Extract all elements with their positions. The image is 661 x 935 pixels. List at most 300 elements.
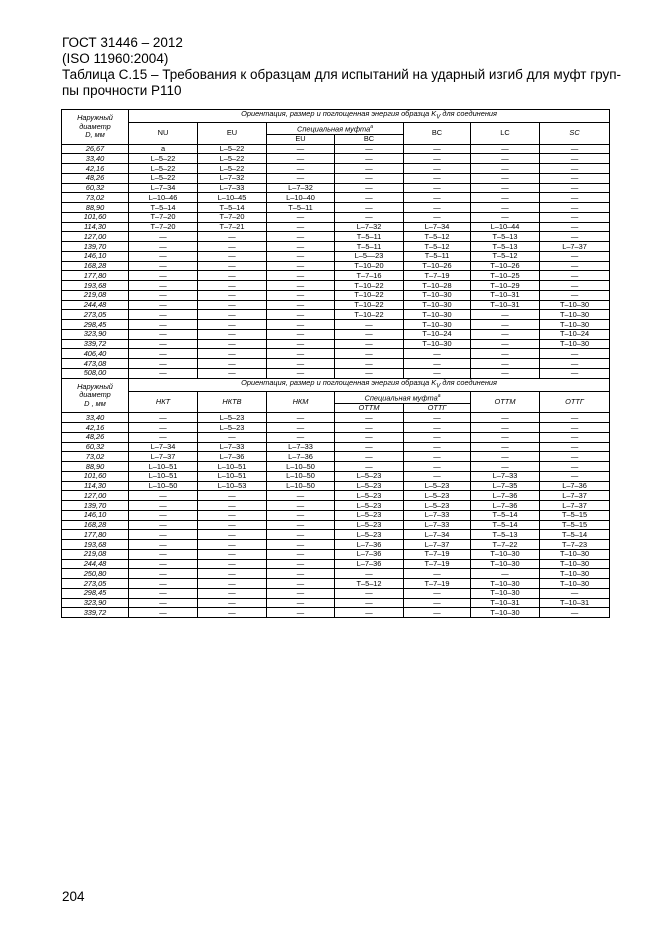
table-cell: — [267,608,335,618]
col-header: SC [540,122,610,144]
table-row [62,588,610,598]
table-row [62,349,610,359]
table-cell: — [335,320,404,330]
table-cell: — [198,349,267,359]
table-cell: T–10–30 [540,579,610,589]
table-cell: L–7–37 [540,501,610,511]
table-cell: — [335,359,404,369]
table-cell: T–10–30 [471,579,540,589]
table-cell: — [267,242,335,252]
table-cell: L–5–23 [198,413,267,423]
table-cell: — [198,261,267,271]
table-row [62,579,610,589]
table-cell: T–10–30 [471,559,540,569]
table-cell: L–7–36 [335,559,404,569]
diameter-cell: 101,60 [62,212,129,222]
diameter-cell: 168,28 [62,261,129,271]
table-cell: — [404,203,471,213]
table-row [62,203,610,213]
table-cell: — [267,329,335,339]
table-cell: — [335,432,404,442]
table-row [62,154,610,164]
table-row [62,510,610,520]
table-caption-line-2: пы прочности Р110 [62,83,182,98]
table-cell: T–5–15 [540,520,610,530]
table-cell: — [540,144,610,154]
table-cell: — [129,329,198,339]
table-cell: — [129,423,198,433]
table-cell: L–7–35 [471,481,540,491]
table-row [62,481,610,491]
table-cell: — [267,423,335,433]
table-row [62,320,610,330]
table-cell: — [198,549,267,559]
table-cell: T–10–30 [404,300,471,310]
special-coupling-header [267,122,404,134]
table-cell: — [540,271,610,281]
table-cell: L–10–53 [198,481,267,491]
table-cell: — [267,232,335,242]
table-cell: — [471,339,540,349]
table-cell: T–7–20 [129,222,198,232]
table-cell: — [540,203,610,213]
table-cell: L–5–23 [335,481,404,491]
table-row [62,530,610,540]
table-cell: L–5–23 [335,471,404,481]
table-cell: — [471,349,540,359]
table-cell: — [540,173,610,183]
table1-header [62,110,610,145]
diameter-cell: 139,70 [62,501,129,511]
table-cell: T–10–26 [471,261,540,271]
table-cell: — [335,164,404,174]
table-cell: T–7–19 [404,271,471,281]
col-header: LC [471,122,540,144]
table-cell: L–10–50 [129,481,198,491]
table-cell: — [198,491,267,501]
table-row [62,549,610,559]
table-cell: — [540,442,610,452]
standard-code: ГОСТ 31446 – 2012 [62,35,183,50]
table-cell: — [335,598,404,608]
table-cell: T–7–22 [471,540,540,550]
table-cell: L–7–33 [404,510,471,520]
table-cell: — [198,320,267,330]
table-cell: — [540,251,610,261]
col-header: EU [267,134,335,144]
special-coupling-text: Специальная муфта [364,393,438,403]
table-cell: L–7–33 [198,183,267,193]
table-cell: — [129,281,198,291]
orientation-header-text: Ориентация, размер и поглощенная энергия образца K [241,109,437,118]
table-cell: — [129,569,198,579]
diameter-header-line-1: Наружный [77,113,113,123]
table-cell: — [540,212,610,222]
table-cell: — [267,320,335,330]
table-cell: — [540,471,610,481]
table-cell: — [335,368,404,378]
table-cell: — [129,300,198,310]
table-cell: L–7–37 [129,452,198,462]
table-row [62,300,610,310]
table-cell: L–7–37 [540,491,610,501]
table-cell: — [267,290,335,300]
table-cell: — [198,501,267,511]
table-cell: — [129,579,198,589]
table-cell: — [129,432,198,442]
table-cell: — [267,261,335,271]
table-cell: — [471,423,540,433]
table-cell: — [471,154,540,164]
table-cell: — [198,598,267,608]
col-header: BC [335,134,404,144]
table-cell: — [267,579,335,589]
diameter-cell: 323,90 [62,598,129,608]
table-cell: T–10–28 [404,281,471,291]
special-coupling-header [335,391,471,403]
table-cell: L–7–34 [404,222,471,232]
table-cell: T–5–14 [129,203,198,213]
table-cell: — [267,598,335,608]
table-cell: — [267,413,335,423]
table-cell: T–10–31 [471,300,540,310]
table-cell: L–7–36 [335,549,404,559]
table-cell: — [267,222,335,232]
diameter-cell: 88,90 [62,203,129,213]
table-cell: T–5–12 [404,242,471,252]
table-cell: — [471,442,540,452]
table-cell: — [198,281,267,291]
table-row [62,271,610,281]
table-cell: — [404,173,471,183]
table-cell: — [540,359,610,369]
diameter-cell: 139,70 [62,242,129,252]
table-cell: — [129,413,198,423]
col-header: ОТТМ [335,403,404,413]
table-cell: — [404,164,471,174]
table-cell: L–7–36 [198,452,267,462]
table-row [62,290,610,300]
table-row [62,144,610,154]
table-cell: — [471,329,540,339]
table-row [62,569,610,579]
table-cell: L–7–33 [471,471,540,481]
table-cell: — [129,242,198,252]
table-cell: — [471,413,540,423]
table-cell: T–10–30 [540,320,610,330]
table-cell: — [129,349,198,359]
table-cell: — [129,520,198,530]
table-cell: — [267,540,335,550]
table-cell: L–7–32 [198,173,267,183]
table-cell: T–10–22 [335,281,404,291]
table-cell: T–10–22 [335,300,404,310]
table-row [62,368,610,378]
table-cell: — [471,359,540,369]
table-caption-line-1: Таблица С.15 – Требования к образцам для испытаний на ударный изгиб для муфт груп- [62,67,622,82]
table-cell: — [198,271,267,281]
table-cell: L–7–33 [267,442,335,452]
diameter-cell: 177,80 [62,271,129,281]
table-cell: L–10–45 [198,193,267,203]
table-cell: — [471,462,540,472]
table-cell: — [129,598,198,608]
table-cell: — [129,559,198,569]
table-cell: — [198,540,267,550]
diameter-cell: 168,28 [62,520,129,530]
table-row [62,598,610,608]
table-row [62,261,610,271]
table-row [62,359,610,369]
diameter-cell: 60,32 [62,442,129,452]
table-cell: — [335,442,404,452]
diameter-cell: 48,26 [62,432,129,442]
table-cell: — [471,569,540,579]
table-cell: — [335,144,404,154]
table2-body [62,413,610,618]
table-cell: T–5–14 [198,203,267,213]
table-cell: L–7–33 [198,442,267,452]
table-cell: a [129,144,198,154]
diameter-cell: 193,68 [62,540,129,550]
table-cell: — [540,261,610,271]
diameter-cell: 127,00 [62,491,129,501]
table-row [62,471,610,481]
table-cell: L–7–32 [335,222,404,232]
table-cell: L–5–23 [404,491,471,501]
table-cell: — [198,368,267,378]
table-cell: T–10–30 [540,569,610,579]
table-cell: T–10–30 [540,310,610,320]
table-cell: — [267,501,335,511]
table-cell: T–7–23 [540,540,610,550]
col-header: ОТТГ [540,391,610,413]
table-cell: L–5–23 [198,423,267,433]
footnote-mark: a [437,392,441,399]
table-cell: T–7–19 [404,549,471,559]
diameter-cell: 60,32 [62,183,129,193]
table-cell: — [471,368,540,378]
diameter-cell: 146,10 [62,510,129,520]
table-cell: — [267,339,335,349]
diameter-cell: 146,10 [62,251,129,261]
diameter-cell: 33,40 [62,154,129,164]
table-cell: T–10–26 [404,261,471,271]
table-cell: — [404,442,471,452]
diameter-cell: 48,26 [62,173,129,183]
table-cell: — [540,164,610,174]
table-cell: — [198,329,267,339]
table-cell: — [129,320,198,330]
table-cell: L–5–22 [129,154,198,164]
table-cell: — [267,520,335,530]
table-row [62,281,610,291]
diameter-cell: 114,30 [62,222,129,232]
table-cell: — [540,452,610,462]
orientation-header-tail: для соединения [440,378,497,387]
col-header: ОТТГ [404,403,471,413]
table-cell: L–7–34 [129,442,198,452]
table-cell: — [129,540,198,550]
table-cell: — [335,212,404,222]
table-cell: T–5–12 [404,232,471,242]
table-cell: — [267,310,335,320]
table-cell: — [129,359,198,369]
impact-test-table [61,109,610,618]
table-cell: L–5–23 [335,530,404,540]
table-row [62,491,610,501]
table-cell: T–10–31 [471,290,540,300]
table-cell: — [404,462,471,472]
table-cell: L–5–23 [404,481,471,491]
table-cell: T–10–30 [471,608,540,618]
table-cell: — [335,462,404,472]
table-cell: T–7–21 [198,222,267,232]
table-cell: T–5–14 [540,530,610,540]
diameter-cell: 473,08 [62,359,129,369]
diameter-header-line-2: диаметр [79,121,111,131]
table-cell: — [471,193,540,203]
table-row [62,608,610,618]
table-cell: T–10–30 [540,559,610,569]
table-cell: — [540,290,610,300]
table-cell: — [198,530,267,540]
table-row [62,452,610,462]
table-cell: — [267,173,335,183]
table-cell: — [267,300,335,310]
table-cell: — [540,588,610,598]
table-cell: — [267,359,335,369]
diameter-cell: 42,16 [62,164,129,174]
table-cell: L–5–23 [335,510,404,520]
col-header: NU [129,122,198,144]
table-cell: — [198,559,267,569]
table-cell: — [540,423,610,433]
col-header: НКТВ [198,391,267,413]
table-cell: — [267,368,335,378]
table-row [62,242,610,252]
diameter-cell: 193,68 [62,281,129,291]
table-cell: — [129,501,198,511]
table-row [62,520,610,530]
table-cell: L–10–51 [198,471,267,481]
table-row [62,222,610,232]
table-cell: — [129,510,198,520]
table-cell: T–5–12 [471,251,540,261]
diameter-cell: 298,45 [62,320,129,330]
table-cell: L–7–36 [471,491,540,501]
table-cell: — [267,144,335,154]
table-cell: — [540,222,610,232]
table-cell: T–7–19 [404,579,471,589]
table-cell: — [198,359,267,369]
table-row [62,540,610,550]
table-cell: — [198,300,267,310]
table-cell: — [267,588,335,598]
diameter-header-line-2: диаметр [79,390,111,400]
table-cell: T–5–11 [335,242,404,252]
table-cell: — [404,452,471,462]
diameter-cell: 101,60 [62,471,129,481]
table-row [62,413,610,423]
table-cell: — [471,203,540,213]
orientation-header [129,110,610,123]
table-cell: — [267,281,335,291]
table-cell: — [267,251,335,261]
table-cell: T–10–25 [471,271,540,281]
table-cell: — [471,320,540,330]
table-cell: T–7–20 [198,212,267,222]
table-cell: — [129,491,198,501]
table-cell: T–5–13 [471,232,540,242]
table-cell: — [267,432,335,442]
special-coupling-text: Специальная муфта [297,124,371,134]
table-cell: L–7–34 [129,183,198,193]
col-header: НКТ [129,391,198,413]
table-row [62,442,610,452]
diameter-cell: 508,00 [62,368,129,378]
table-cell: — [129,232,198,242]
table-cell: T–10–30 [540,300,610,310]
table-cell: — [404,608,471,618]
table-cell: T–10–30 [540,549,610,559]
table-cell: — [404,144,471,154]
table-cell: — [129,251,198,261]
table-cell: — [267,212,335,222]
table-row [62,423,610,433]
table-cell: L–5–22 [129,173,198,183]
table-cell: — [129,261,198,271]
table-cell: L–7–32 [267,183,335,193]
orientation-header-tail: для соединения [440,109,497,118]
col-header: BC [404,122,471,144]
table-row [62,212,610,222]
col-header: EU [198,122,267,144]
table-cell: — [129,271,198,281]
diameter-cell: 406,40 [62,349,129,359]
table-cell: — [198,569,267,579]
table-cell: — [471,310,540,320]
table-cell: T–5–11 [335,232,404,242]
table-row [62,193,610,203]
table-cell: — [540,183,610,193]
diameter-cell: 88,90 [62,462,129,472]
table-cell: — [129,290,198,300]
table-cell: T–7–20 [129,212,198,222]
table-cell: L–5–22 [198,164,267,174]
table-row [62,251,610,261]
table-cell: T–10–24 [540,329,610,339]
table-row [62,432,610,442]
table-cell: L–10–51 [129,462,198,472]
table-row [62,501,610,511]
col-header: ОТТМ [471,391,540,413]
table-cell: — [335,154,404,164]
table-cell: — [540,432,610,442]
table-row [62,462,610,472]
table-cell: — [198,579,267,589]
table-cell: — [540,154,610,164]
table-cell: — [335,349,404,359]
table-cell: — [335,193,404,203]
table-cell: T–10–24 [404,329,471,339]
diameter-header-line-1: Наружный [77,381,113,391]
table-cell: T–10–31 [471,598,540,608]
table-row [62,164,610,174]
table-cell: T–5–11 [267,203,335,213]
table-cell: — [471,432,540,442]
table-cell: T–10–29 [471,281,540,291]
